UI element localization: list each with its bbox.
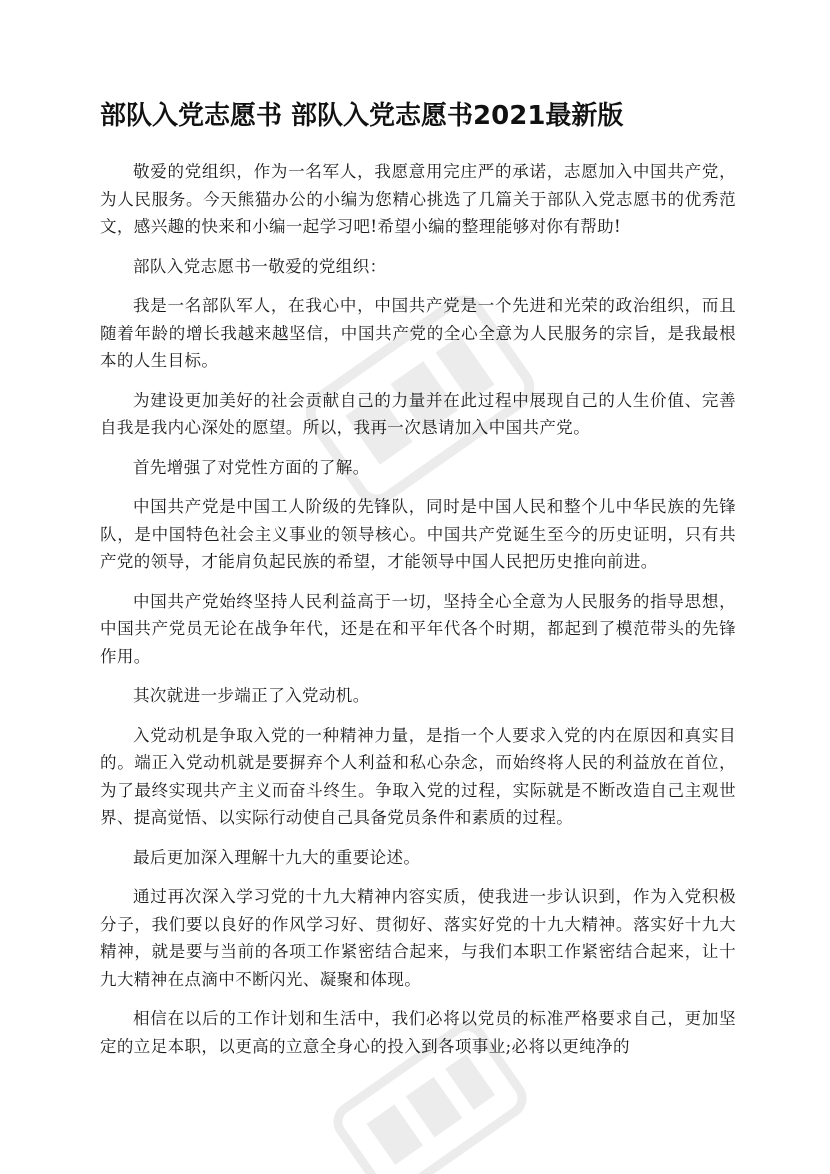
paragraph-salutation: 部队入党志愿书一敬爱的党组织： [133, 256, 387, 276]
document-title: 部队入党志愿书 部队入党志愿书2021最新版 [100, 101, 624, 131]
paragraph: 中国共产党始终坚持人民利益高于一切，坚持全心全意为人民服务的指导思想，中国共产党员无论在战争年代，还是在和平年代各个时期，都起到了模范带头的先锋作用。 [100, 591, 736, 666]
paragraph: 相信在以后的工作计划和生活中，我们必将以党员的标准严格要求自己，更加坚定的立足本职，以更高的立意全身心的投入到各项事业;必将以更纯净的 [100, 1009, 736, 1056]
section-heading: 其次就进一步端正了入党动机。 [133, 686, 370, 705]
paragraph: 通过再次深入学习党的十九大精神内容实质，使我进一步认识到，作为入党积极分子，我们要以良好的作风学习好、贯彻好、落实好党的十九大精神。落实好十九大精神，就是要与当前的各项工作紧密结合起来，与我们本职工作紧密结合起来，让十九大精神在点滴中不断闪光、凝聚和体现。 [100, 887, 736, 989]
paragraph: 为建设更加美好的社会贡献自己的力量并在此过程中展现自己的人生价值、完善自我是我内心深处的愿望。所以，我再一次恳请加入中国共产党。 [100, 390, 736, 437]
paragraph: 入党动机是争取入党的一种精神力量，是指一个人要求入党的内在原因和真实目的。端正入党动机就是要摒弃个人利益和私心杂念，而始终将人民的利益放在首位，为了最终实现共产主义而奋斗终生。争取入党的过程，实际就是不断改造自己主观世界、提高觉悟、以实际行动使自己具备党员条件和素质的过程。 [100, 725, 736, 827]
document-body [100, 158, 736, 1072]
paragraph-intro: 敬爱的党组织，作为一名军人，我愿意用完庄严的承诺，志愿加入中国共产党，为人民服务。今天熊猫办公的小编为您精心挑选了几篇关于部队入党志愿书的优秀范文，感兴趣的快来和小编一起学习吧!希望小编的整理能够对你有帮助! [100, 162, 736, 236]
paragraph: 中国共产党是中国工人阶级的先锋队，同时是中国人民和整个儿中华民族的先锋队，是中国特色社会主义事业的领导核心。中国共产党诞生至今的历史证明，只有共产党的领导，才能肩负起民族的希望，才能领导中国人民把历史推向前进。 [100, 497, 736, 571]
section-heading: 最后更加深入理解十九大的重要论述。 [133, 847, 421, 867]
paragraph: 我是一名部队军人，在我心中，中国共产党是一个先进和光荣的政治组织，而且随着年龄的增长我越来越坚信，中国共产党的全心全意为人民服务的宗旨，是我最根本的人生目标。 [100, 296, 736, 370]
section-heading: 首先增强了对党性方面的了解。 [133, 457, 370, 477]
